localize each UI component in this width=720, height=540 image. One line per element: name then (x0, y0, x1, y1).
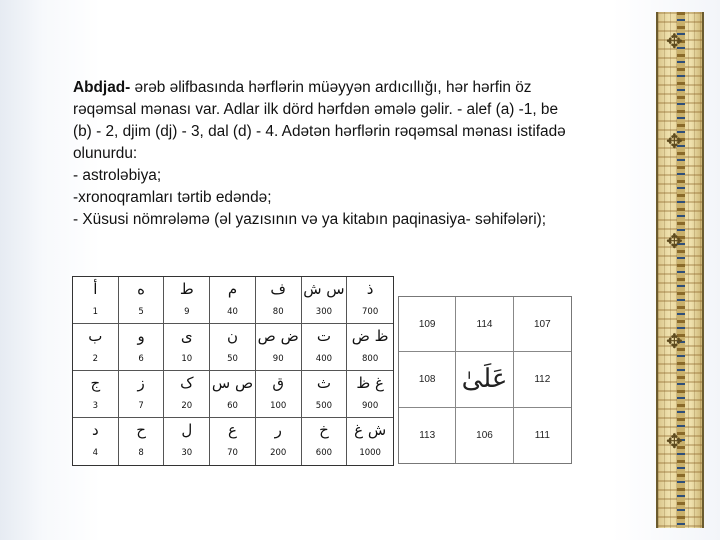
magic-square-cell: 112 (514, 352, 571, 407)
abjad-value: 300 (302, 301, 348, 325)
abjad-letter: ک (164, 371, 210, 395)
abjad-letter: ص س (210, 371, 256, 395)
abjad-value: 4 (73, 442, 119, 466)
abjad-letter: خ (302, 418, 348, 442)
magic-square-cell: 107 (514, 297, 571, 352)
abjad-letter: ف (256, 277, 302, 301)
abjad-letter: د (73, 418, 119, 442)
abjad-letter: ز (119, 371, 165, 395)
abjad-letter: ح (119, 418, 165, 442)
abjad-letter: ت (302, 324, 348, 348)
abjad-value: 70 (210, 442, 256, 466)
abjad-letter: أ (73, 277, 119, 301)
abjad-value: 2 (73, 348, 119, 372)
abjad-value: 700 (347, 301, 393, 325)
ornament-glyph: ✥ (666, 131, 683, 153)
abjad-letter: ظ ض (351, 326, 389, 345)
magic-square-cell: 114 (456, 297, 513, 352)
magic-square-cell: 111 (534, 429, 550, 441)
abjad-value: 20 (164, 395, 210, 419)
abjad-value: 40 (210, 301, 256, 325)
abjad-letter: س ش (302, 277, 348, 301)
abjad-value: 5 (119, 301, 165, 325)
abjad-value: 600 (302, 442, 348, 466)
ornament-glyph: ✥ (666, 331, 683, 353)
abjad-value: 50 (210, 348, 256, 372)
abjad-letter: ث (302, 371, 348, 395)
magic-square-cell: 113 (399, 408, 456, 463)
abjad-letter: ق (256, 371, 302, 395)
ornament-glyph: ✥ (666, 431, 683, 453)
text-line-5: - astroləbiya; (73, 167, 162, 184)
magic-square-cell: 108 (399, 352, 456, 407)
abjad-value: 500 (302, 395, 348, 419)
abjad-value: 60 (210, 395, 256, 419)
abjad-value: 30 (164, 442, 210, 466)
abjad-value: 9 (164, 301, 210, 325)
ornament-glyph: ✥ (666, 231, 683, 253)
abjad-value: 800 (347, 348, 393, 372)
abjad-value: 3 (73, 395, 119, 419)
abjad-value: 100 (256, 395, 302, 419)
abjad-value: 1 (73, 301, 119, 325)
abjad-table (72, 276, 394, 466)
abjad-letter: ش غ (354, 420, 387, 439)
abjad-value: 6 (119, 348, 165, 372)
abjad-letter: ن (210, 324, 256, 348)
abjad-value: 7 (119, 395, 165, 419)
body-text (73, 77, 643, 231)
magic-square-cell: 109 (399, 297, 456, 352)
text-line-4: olunurdu: (73, 145, 138, 162)
abjad-value: 90 (256, 348, 302, 372)
abjad-letter: م (210, 277, 256, 301)
abjad-value: 400 (302, 348, 348, 372)
abjad-letter: ع (210, 418, 256, 442)
abjad-letter: ب (73, 324, 119, 348)
text-line-2: rəqəmsal mənası var. Adlar ilk dörd hərfdən əmələ gəlir. - alef (a) -1, be (73, 101, 559, 118)
text-line-6: -xronoqramları tərtib edəndə; (73, 189, 272, 206)
abjad-letter: ض ص (256, 324, 302, 348)
text-line-3: (b) - 2, djim (dj) - 3, dal (d) - 4. Adətən hərflərin rəqəmsal mənası istifadə (73, 123, 566, 140)
abjad-letter: و (119, 324, 165, 348)
abjad-value: 900 (347, 395, 393, 419)
abjad-letter: ه (119, 277, 165, 301)
abjad-letter: ر (256, 418, 302, 442)
abjad-letter: ل (164, 418, 210, 442)
abjad-letter: ذ (366, 279, 374, 298)
abjad-value: 10 (164, 348, 210, 372)
text-line-1 (73, 77, 643, 99)
magic-square-cell: 106 (456, 408, 513, 463)
abjad-letter: غ ظ (356, 373, 384, 392)
text-line-7: - Xüsusi nömrələmə (əl yazısının və ya kitabın paqinasiya- səhifələri); (73, 211, 547, 228)
abjad-value: 1000 (359, 448, 381, 459)
abjad-letter: ط (164, 277, 210, 301)
abjad-letter: ى (164, 324, 210, 348)
ornament-glyph: ✥ (666, 31, 683, 53)
decorative-border (656, 12, 704, 528)
abjad-letter: ج (73, 371, 119, 395)
definition-start: ərəb əlifbasında hərflərin müəyyən ardıcıllığı, hər hərfin öz (130, 79, 532, 96)
term-abdjad: Abdjad- (73, 79, 131, 96)
abjad-value: 80 (256, 301, 302, 325)
magic-square-center-word: عَلَىٰ (456, 352, 513, 407)
magic-square (398, 296, 572, 464)
abjad-value: 200 (256, 442, 302, 466)
abjad-value: 8 (119, 442, 165, 466)
